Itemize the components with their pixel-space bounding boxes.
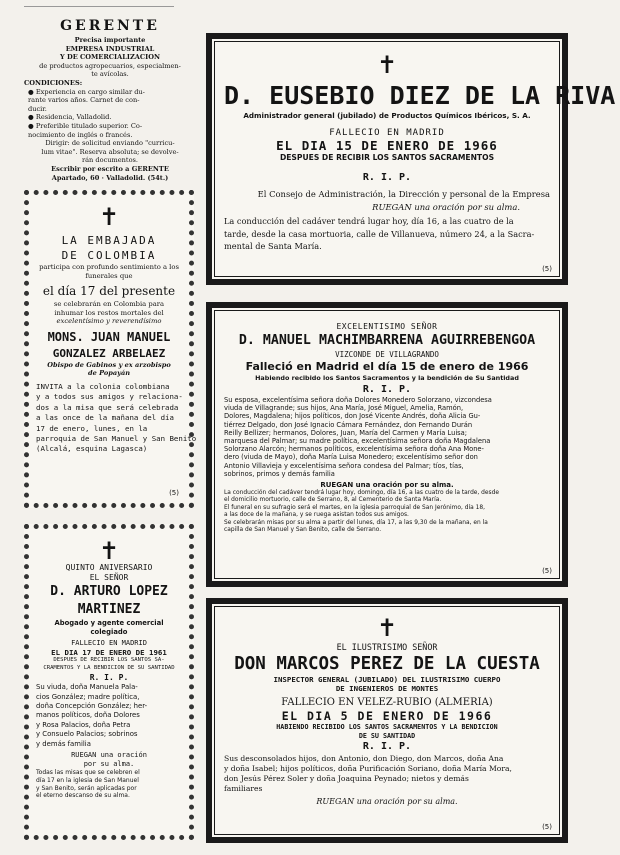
reference-number: (5): [542, 265, 552, 273]
funeral-line: El funeral en su sufragio será el martes, en la iglesia parroquial de San Jerónimo, día 18,: [224, 504, 485, 511]
ruegan-line: RUEGAN una oración por su alma.: [320, 481, 454, 490]
family-line: dero (viuda de Mayo), doña María Luisa Monedero; excelentísimo señor don: [224, 453, 478, 462]
rip: R. I. P.: [362, 741, 412, 752]
obituary-manuel: [206, 302, 568, 587]
rip: R. I. P.: [89, 673, 129, 683]
deceased-name: D. MANUEL MACHIMBARRENA AGUIRREBENGOA: [238, 333, 536, 348]
family-line: Reilly Bellizer; hermanos, Dolores, Juan, María del Carmen y María Luisa;: [224, 428, 468, 437]
funeral-line: La conducción del cadáver tendrá lugar hoy, domingo, día 16, a las cuatro de la tarde, desde: [224, 490, 499, 497]
funeral-line: a las doce de la mañana, y se ruega asistan todos sus amigos.: [224, 512, 409, 519]
desc-line: inhumar los restos mortales del: [54, 308, 164, 317]
death-date: EL DIA 17 DE ENERO DE 1961: [51, 648, 167, 657]
ruegan-line: RUEGAN una oración por su alma.: [372, 202, 520, 212]
funeral-line: mental de Santa María.: [224, 241, 322, 252]
gerente-bullet: Apartado, 60 · Valladolid. (54t.): [51, 173, 169, 182]
sacraments-line: Habiendo recibido los Santos Sacramentos y la bendición de Su Santidad: [255, 374, 519, 382]
family-line: manos políticos, doña Dolores: [36, 711, 140, 720]
gerente-bullet: lum vitae". Reserva absoluta; se devolve-: [41, 147, 179, 156]
honorific: EXCELENTISIMO SEÑOR: [336, 322, 438, 331]
death-place: FALLECIO EN MADRID: [329, 128, 445, 138]
deceased-position: Administrador general (jubilado) de Productos Químicos Ibéricos, S. A.: [243, 111, 531, 120]
gerente-requirements-label: CONDICIONES:: [24, 78, 83, 87]
honorific: EL SEÑOR: [89, 573, 129, 582]
cross-icon: ✝: [376, 614, 398, 642]
anniversary-line: QUINTO ANIVERSARIO: [65, 563, 153, 572]
funeral-line: La conducción del cadáver tendrá lugar hoy, día 16, a las cuatro de la: [224, 216, 514, 226]
deceased-name: D. EUSEBIO DIEZ DE LA RIVA: [224, 81, 616, 110]
family-line: Antonio Villavieja y excelentísima señora condesa del Palmar; tíos, tías,: [224, 461, 464, 470]
invite-line: dos a la misa que será celebrada: [36, 402, 179, 412]
sacraments-line: DESPUES DE RECIBIR LOS SANTOS SA-: [53, 657, 165, 663]
gerente-line: EMPRESA INDUSTRIAL: [65, 44, 155, 53]
noble-title: VIZCONDE DE VILLAGRANDO: [335, 350, 439, 359]
gerente-title: GERENTE: [60, 18, 160, 34]
masses-line: y San Benito, serán aplicadas por: [36, 784, 137, 792]
deceased-name: DON MARCOS PEREZ DE LA CUESTA: [234, 654, 540, 674]
deceased-name: MONS. JUAN MANUEL: [47, 329, 171, 344]
family-line: Su esposa, excelentísima señora doña Dolores Monedero Solorzano, vizcondesa: [224, 396, 492, 404]
reference-number: (5): [542, 567, 552, 575]
column-rule: [24, 6, 174, 11]
gerente-bullet: ● Residencia, Valladolid.: [28, 113, 112, 122]
cross-icon: ✝: [98, 537, 120, 565]
deceased-position: INSPECTOR GENERAL (JUBILADO) DEL ILUSTRISIMO CUERPO: [273, 675, 501, 684]
gerente-line: de productos agropecuarios, especialmen-: [39, 61, 181, 70]
family-line: El Consejo de Administración, la Dirección y personal de la Empresa: [257, 189, 550, 199]
gerente-bullet: nocimiento de inglés o francés.: [28, 130, 133, 139]
obituary-eusebio: [206, 33, 616, 285]
gerente-line: te avícolas.: [91, 70, 129, 79]
gerente-bullet: rante varios años. Carnet de con-: [28, 96, 140, 105]
rip: R. I. P.: [362, 384, 412, 395]
ruegan-line: RUEGAN una oración: [71, 751, 147, 760]
cross-icon: ✝: [376, 51, 398, 79]
ruegan-line: RUEGAN una oración por su alma.: [316, 797, 458, 806]
reference-number: (5): [169, 489, 179, 497]
bishop-line: Obispo de Gabinos y ex arzobispo: [47, 360, 171, 369]
funeral-line: capilla de San Manuel y San Benito, calle de Serrano.: [224, 527, 382, 534]
rip: R. I. P.: [362, 172, 412, 183]
gerente-bullet: rán documentos.: [81, 156, 139, 165]
family-line: y Rosa Palacios, doña Petra: [36, 720, 131, 729]
family-line: viuda de Villagrande; sus hijos, Ana María, José Miguel, Amelia, Ramón,: [224, 404, 464, 413]
deceased-name: D. ARTURO LOPEZ: [50, 584, 168, 599]
funeral-line: Se celebrarán misas por su alma a partir del lunes, día 17, a las 9,30 de la mañana, en la: [224, 519, 488, 526]
gerente-bullet: ● Experiencia en cargo similar du-: [28, 87, 145, 96]
sacraments-line: CRAMENTOS Y LA BENDICION DE SU SANTIDAD: [43, 664, 175, 671]
desc-line: excelentísimo y reverendísimo: [56, 317, 162, 326]
invite-line: a las once de la mañana del día: [36, 413, 174, 423]
honorific: EL ILUSTRISIMO SEÑOR: [336, 642, 438, 652]
invite-line: y a todos sus amigos y relaciona-: [36, 392, 183, 402]
family-line: sobrinos, primos y demás familia: [224, 469, 335, 478]
family-line: Su viuda, doña Manuela Pala-: [36, 683, 138, 692]
family-line: marquesa del Palmar; su madre política, excelentísima señora doña Magdalena: [224, 437, 491, 446]
deceased-position: DE INGENIEROS DE MONTES: [335, 684, 439, 693]
family-line: y demás familia: [36, 739, 91, 748]
bishop-line: de Popayán: [87, 369, 131, 378]
family-line: Sus desconsolados hijos, don Antonio, don Diego, don Marcos, doña Ana: [224, 754, 504, 763]
gerente-bullet: ● Preferible titulado superior. Co-: [28, 121, 143, 130]
cross-icon: ✝: [98, 203, 120, 231]
invite-line: (Alcalá, esquina Lagasca): [36, 444, 148, 454]
family-line: don Jesús Pérez Soler y doña Joaquina Peynado; nietos y demás: [224, 774, 469, 783]
ceremony-day: el día 17 del presente: [42, 284, 176, 298]
sacraments-line: DE SU SANTIDAD: [358, 731, 416, 740]
intro-line: funerales que: [85, 272, 133, 280]
notice-arturo-anniversary: [24, 524, 194, 840]
intro-line: participa con profundo sentimiento a los: [39, 263, 179, 271]
gerente-bullet: Dirigir: de solicitud enviando "curricu-: [45, 139, 175, 148]
death-date: EL DIA 5 DE ENERO DE 1966: [281, 709, 493, 723]
family-line: y doña Isabel; hijos políticos, doña Purificación Soriano, doña María Mora,: [224, 764, 512, 773]
gerente-ad: [24, 18, 196, 182]
family-line: cios González; madre política,: [36, 692, 140, 701]
notice-colombia-embassy: [24, 190, 197, 508]
reference-number: (5): [542, 823, 552, 831]
ruegan-line: por su alma.: [83, 760, 135, 769]
death-line: Falleció en Madrid el día 15 de enero de 1966: [245, 360, 529, 373]
gerente-bullet: Escribir por escrito a GERENTE: [51, 164, 169, 173]
profession-line: colegiado: [90, 628, 128, 636]
family-line: doña Concepción González; her-: [36, 702, 148, 710]
deceased-name: MARTINEZ: [77, 602, 141, 617]
gerente-line: Y DE COMERCIALIZACION: [59, 53, 161, 62]
desc-line: se celebrarán en Colombia para: [53, 300, 165, 308]
sacraments-line: HABIENDO RECIBIDO LOS SANTOS SACRAMENTOS Y LA BENDICION: [276, 723, 498, 731]
gerente-line: Precisa importante: [74, 36, 146, 44]
family-line: Dolores, Magdalena; hijos políticos, don José Vicente Andrés, doña Alicia Gu-: [224, 412, 481, 421]
deceased-name: GONZALEZ ARBELAEZ: [52, 346, 166, 360]
invite-line: parroquia de San Manuel y San Benito: [36, 434, 197, 443]
funeral-line: el domicilio mortuorio, calle de Serrano, 8, al Cementerio de Santa María.: [224, 497, 442, 504]
invite-line: INVITA a la colonia colombiana: [36, 381, 170, 391]
death-place: FALLECIO EN VELEZ-RUBIO (ALMERIA): [281, 697, 493, 708]
death-date: EL DIA 15 DE ENERO DE 1966: [276, 138, 498, 153]
masses-line: el eterno descanso de su alma.: [36, 792, 130, 800]
profession-line: Abogado y agente comercial: [54, 619, 164, 627]
family-line: familiares: [224, 784, 263, 793]
family-line: Solorzano Alarcón; hermanos políticos, excelentísima señora doña Ana Mone-: [224, 445, 484, 454]
masses-line: Todas las misas que se celebren el: [36, 769, 140, 777]
invite-line: 17 de enero, lunes, en la: [36, 423, 148, 433]
obituary-marcos: [206, 598, 568, 843]
gerente-bullet: ducir.: [28, 104, 47, 113]
embassy-heading: DE COLOMBIA: [61, 249, 157, 262]
funeral-line: tarde, desde la casa mortuoria, calle de Villanueva, número 24, a la Sacra-: [224, 228, 535, 239]
sacraments-line: DESPUES DE RECIBIR LOS SANTOS SACRAMENTOS: [279, 153, 495, 162]
embassy-heading: LA EMBAJADA: [61, 234, 157, 247]
family-line: tiérrez Delgado, don José Ignacio Cámara Fernández, don Fernando Durán: [224, 420, 473, 429]
death-place: FALLECIO EN MADRID: [71, 639, 147, 647]
family-line: y Consuelo Palacios; sobrinos: [36, 730, 138, 739]
masses-line: día 17 en la iglesia de San Manuel: [36, 776, 139, 784]
